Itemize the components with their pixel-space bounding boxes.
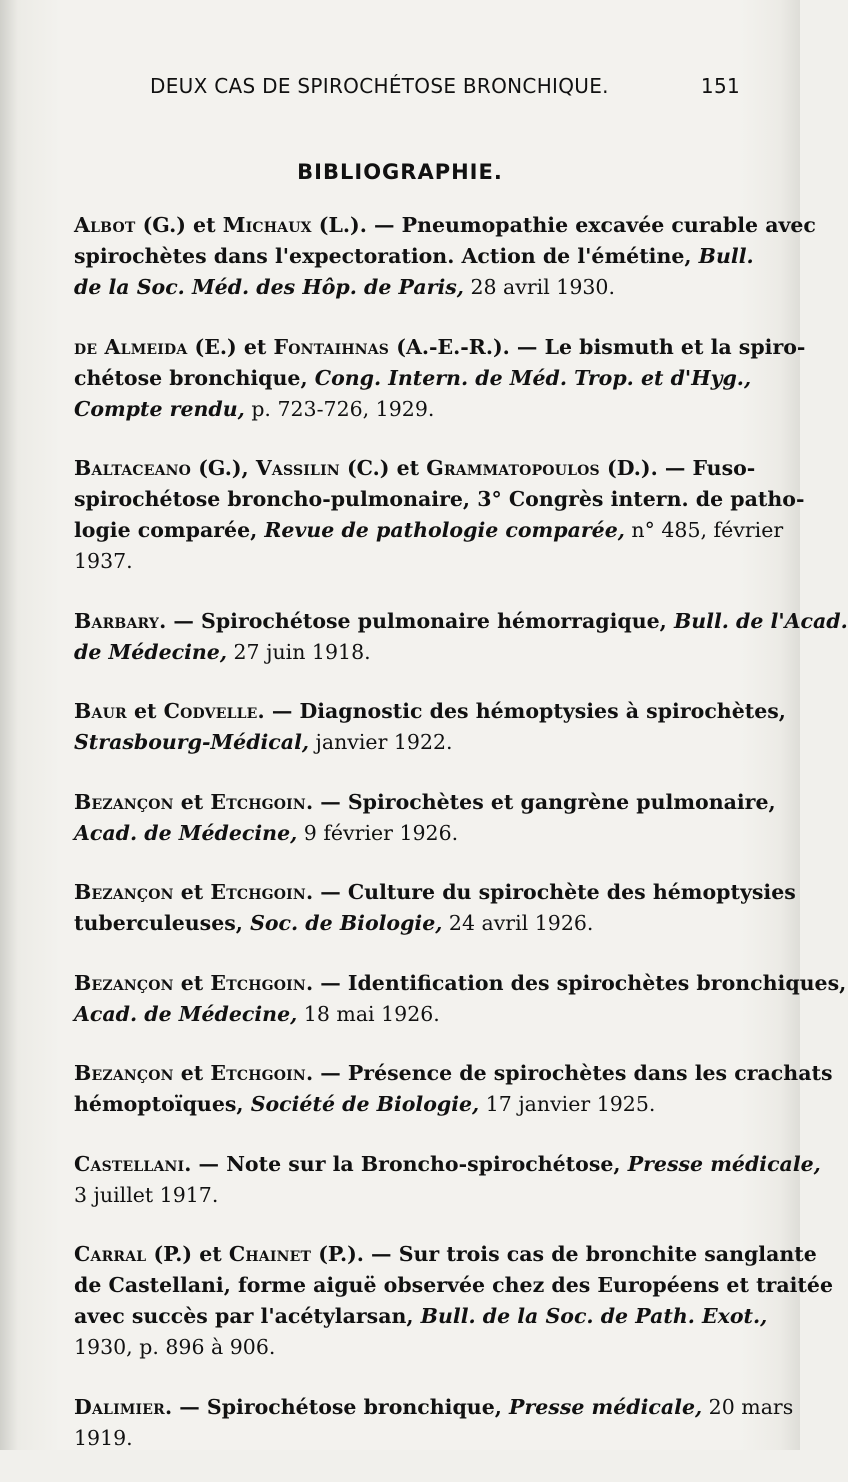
entry-line	[74, 637, 744, 668]
entry-journal: de la Soc. Méd. des Hôp. de Paris,	[74, 275, 464, 299]
entry-text: tuberculeuses,	[74, 911, 251, 935]
entry-line	[74, 877, 796, 908]
entry-text: . — Spirochètes et gangrène pulmonaire,	[305, 789, 776, 814]
entry-details: 28 avril 1930.	[463, 275, 615, 299]
entry-authors: Baur	[74, 699, 127, 723]
entry-authors: Vassilin	[255, 456, 340, 480]
bibliography-entry	[74, 787, 776, 849]
entry-text: et	[173, 880, 211, 904]
entry-text: (P.) et	[146, 1242, 229, 1266]
entry-line	[74, 727, 744, 758]
entry-journal: Presse médicale,	[509, 1394, 703, 1419]
entry-journal: Cong. Intern. de Méd. Trop. et d'Hyg.,	[314, 365, 752, 390]
entry-details: 20 mars	[702, 1394, 794, 1419]
entry-journal: Bull. de la Soc. de Path. Exot.,	[420, 1304, 768, 1328]
entry-line	[74, 818, 744, 849]
entry-authors: Etchgoin	[210, 880, 306, 904]
entry-line	[74, 394, 744, 425]
running-head	[150, 74, 740, 104]
entry-line	[74, 1149, 821, 1180]
entry-authors: Codvelle	[163, 699, 258, 723]
entry-text: (E.) et	[187, 334, 274, 359]
entry-line	[74, 1089, 744, 1120]
entry-text: . — Identification des spirochètes bronchiques,	[305, 970, 847, 995]
entry-authors: Etchgoin	[210, 1061, 306, 1085]
bibliography-entry	[74, 453, 805, 577]
entry-text: et	[173, 789, 211, 814]
entry-line	[74, 1239, 817, 1270]
entry-details: p. 723-726, 1929.	[244, 396, 435, 421]
running-head-title: DEUX CAS DE SPIROCHÉTOSE BRONCHIQUE.	[150, 74, 609, 98]
entry-authors: Albot	[74, 213, 136, 237]
entry-text: et	[126, 699, 164, 723]
bibliography-entry	[74, 606, 848, 668]
entry-line	[74, 606, 848, 637]
entry-line	[74, 363, 752, 394]
entry-line	[74, 696, 786, 727]
entry-line	[74, 1332, 744, 1363]
entry-details: n° 485, février	[624, 518, 784, 542]
entry-authors: Dalimier	[74, 1394, 165, 1419]
entry-line	[74, 1270, 833, 1301]
entry-line	[74, 484, 805, 515]
bibliography-entry	[74, 1149, 821, 1211]
entry-journal: Compte rendu,	[74, 396, 245, 421]
entry-line	[74, 787, 776, 818]
entry-line	[74, 1180, 744, 1211]
entry-line	[74, 908, 744, 939]
entry-authors: Barbary	[74, 608, 160, 633]
entry-text: . — Spirochétose pulmonaire hémorragique,	[159, 608, 674, 633]
entry-details: janvier 1922.	[309, 730, 453, 754]
entry-details: 1919.	[74, 1425, 133, 1450]
entry-details: 1937.	[74, 549, 133, 573]
entry-journal: Acad. de Médecine,	[74, 1001, 298, 1026]
entry-journal: Bull. de l'Acad.	[673, 608, 848, 633]
bibliography-entry	[74, 1392, 794, 1454]
entry-authors: Fontaihnas	[273, 334, 390, 359]
entry-journal: Société de Biologie,	[250, 1092, 480, 1116]
entry-authors: Castellani	[74, 1151, 185, 1176]
entry-line	[74, 1058, 833, 1089]
bibliography-entry	[74, 210, 816, 303]
entry-text: (C.) et	[339, 456, 427, 480]
entry-text: (D.). — Fuso-	[599, 456, 756, 480]
entry-journal: Bull.	[698, 244, 754, 268]
entry-journal: Soc. de Biologie,	[250, 911, 443, 935]
entry-authors: Carral	[74, 1242, 147, 1266]
entry-details: 9 février 1926.	[297, 820, 459, 845]
bibliography-list	[74, 210, 848, 1482]
entry-text: (G.) et	[135, 213, 223, 237]
entry-line	[74, 968, 847, 999]
entry-authors: Etchgoin	[210, 970, 306, 995]
entry-text: (A.-E.-R.). — Le bismuth et la spiro-	[389, 334, 806, 359]
entry-text: avec succès par l'acétylarsan,	[74, 1304, 421, 1328]
entry-authors: Bezançon	[74, 789, 174, 814]
entry-authors: Bezançon	[74, 1061, 174, 1085]
entry-journal: Revue de pathologie comparée,	[264, 518, 625, 542]
entry-authors: Chainet	[228, 1242, 312, 1266]
entry-text: . — Diagnostic des hémoptysies à spirochètes,	[257, 699, 786, 723]
entry-text: . — Présence de spirochètes dans les crachats	[305, 1061, 833, 1085]
entry-line	[74, 999, 744, 1030]
entry-text: et	[173, 970, 211, 995]
entry-text: (P.). — Sur trois cas de bronchite sanglante	[311, 1242, 817, 1266]
entry-text: spirochètes dans l'expectoration. Action de l'émétine,	[74, 244, 699, 268]
bibliography-entry	[74, 332, 806, 425]
entry-line	[74, 1423, 744, 1454]
entry-details: 1930, p. 896 à 906.	[74, 1335, 276, 1359]
entry-line	[74, 546, 744, 577]
entry-line	[74, 515, 784, 546]
entry-authors: Etchgoin	[210, 789, 306, 814]
entry-journal: de Médecine,	[74, 639, 227, 664]
page-number: 151	[700, 74, 740, 98]
bibliography-entry	[74, 1058, 833, 1120]
entry-text: (L.). — Pneumopathie excavée curable avec	[311, 213, 816, 237]
entry-details: 24 avril 1926.	[442, 911, 594, 935]
entry-line	[74, 210, 816, 241]
entry-authors: Bezançon	[74, 970, 174, 995]
entry-text: logie comparée,	[74, 518, 265, 542]
entry-authors: Baltaceano	[74, 456, 192, 480]
entry-authors: Michaux	[222, 213, 312, 237]
entry-line	[74, 1392, 794, 1423]
entry-journal: Presse médicale,	[627, 1151, 821, 1176]
bibliography-entry	[74, 696, 786, 758]
entry-line	[74, 241, 754, 272]
entry-text: . — Culture du spirochète des hémoptysies	[305, 880, 796, 904]
entry-journal: Strasbourg-Médical,	[74, 730, 309, 754]
entry-text: hémoptoïques,	[74, 1092, 251, 1116]
entry-journal: Acad. de Médecine,	[74, 820, 298, 845]
entry-line	[74, 1301, 768, 1332]
entry-line	[74, 453, 756, 484]
entry-details: 3 juillet 1917.	[74, 1182, 219, 1207]
entry-text: spirochétose broncho-pulmonaire, 3° Congrès intern. de patho-	[74, 487, 805, 511]
entry-text: (G.),	[191, 456, 256, 480]
entry-text: et	[173, 1061, 211, 1085]
entry-authors: Bezançon	[74, 880, 174, 904]
section-title: BIBLIOGRAPHIE.	[297, 160, 503, 184]
bibliography-entry	[74, 877, 796, 939]
entry-details: 17 janvier 1925.	[479, 1092, 656, 1116]
bibliography-entry	[74, 1239, 833, 1363]
entry-details: 18 mai 1926.	[297, 1001, 440, 1026]
bibliography-entry	[74, 968, 847, 1030]
entry-text: . — Spirochétose bronchique,	[164, 1394, 510, 1419]
entry-line	[74, 272, 744, 303]
entry-line	[74, 332, 806, 363]
entry-authors: de Almeida	[74, 334, 188, 359]
entry-authors: Grammatopoulos	[426, 456, 600, 480]
entry-text: chétose bronchique,	[74, 365, 315, 390]
entry-text: de Castellani, forme aiguë observée chez des Européens et traitée	[74, 1273, 833, 1297]
entry-details: 27 juin 1918.	[226, 639, 371, 664]
entry-text: . — Note sur la Broncho-spirochétose,	[184, 1151, 628, 1176]
